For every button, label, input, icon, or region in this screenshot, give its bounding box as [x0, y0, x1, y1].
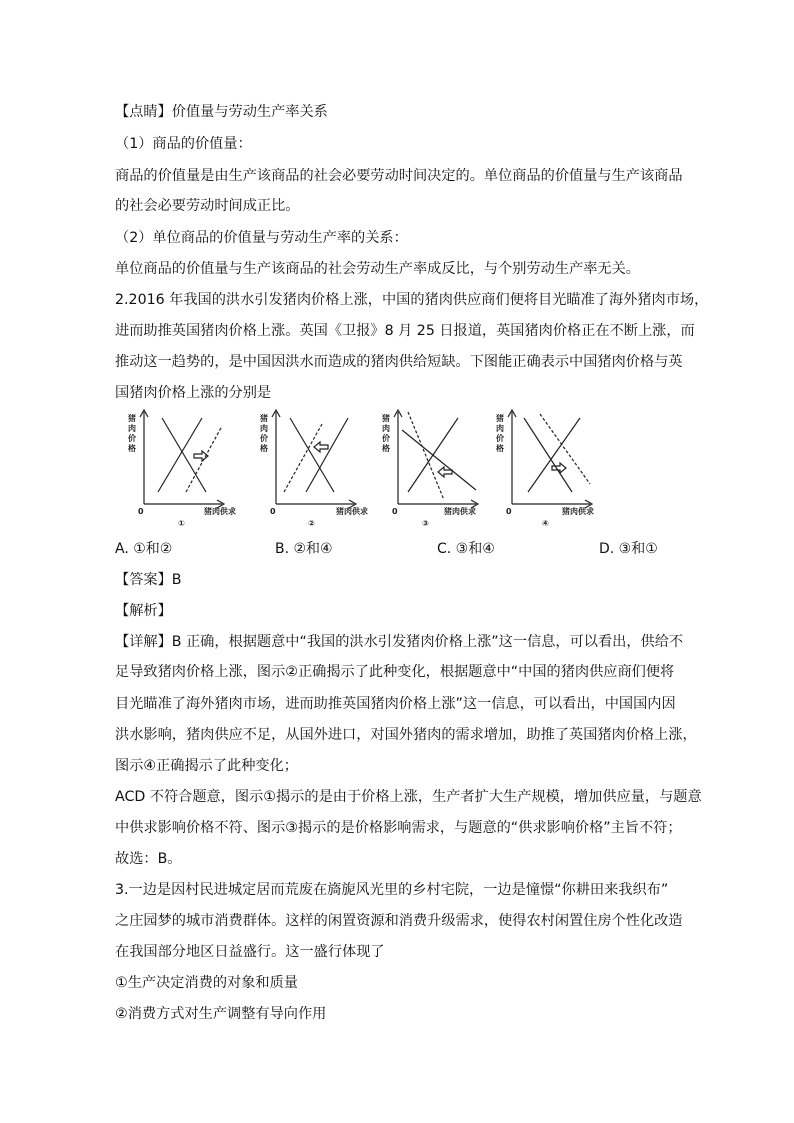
graph-4-ylabel-3: 价 [496, 434, 504, 443]
graph-4-ylabel-1: 猪 [496, 414, 504, 423]
graph-4 [486, 404, 598, 532]
graph-1 [118, 404, 236, 532]
graph-2-ylabel-1: 猪 [260, 414, 268, 423]
graph-2-ylabel-3: 价 [260, 434, 268, 443]
q3-stem-line-1: 3.一边是因村民进城定居而荒废在旖旎风光里的乡村宅院，一边是憧憬“你耕田来我织布” [115, 882, 669, 898]
q3-item-1: ①生产决定消费的对象和质量 [115, 975, 298, 991]
graph-2-ylabel-4: 格 [260, 444, 268, 453]
q2-stem-line-1: 2.2016 年我国的洪水引发猪肉价格上涨，中国的猪肉供应商们便将目光瞄准了海外猪肉市场， [115, 292, 709, 308]
graph-1-ylabel-3: 价 [128, 434, 136, 443]
q3-stem-line-2: 之庄园梦的城市消费群体。这样的闲置资源和消费升级需求，使得农村闲置住房个性化改造 [115, 913, 683, 929]
graph-1-xlabel: 猪肉供求 [204, 507, 236, 516]
graph-2-ylabel-2: 肉 [260, 424, 268, 433]
graph-4-xlabel: 猪肉供求 [562, 507, 594, 516]
option-c: C. ③和④ [437, 541, 495, 557]
graph-2-origin: 0 [270, 507, 276, 516]
analysis-line-6: ACD 不符合题意，图示①揭示的是由于价格上涨，生产者扩大生产规模，增加供应量，与题意 [115, 789, 702, 805]
paragraph-2: 单位商品的价值量与生产该商品的社会劳动生产率成反比，与个别劳动生产率无关。 [115, 261, 640, 277]
q2-stem-line-3: 推动这一趋势的，是中国因洪水而造成的猪肉供给短缺。下图能正确表示中国猪肉价格与英 [115, 354, 683, 370]
graph-3-ylabel-3: 价 [382, 434, 390, 443]
analysis-line-3: 目光瞄准了海外猪肉市场，进而助推英国猪肉价格上涨”这一信息，可以看出，中国国内因 [115, 696, 676, 712]
subheading-1: （1）商品的价值量： [115, 136, 252, 152]
dianjing-heading: 【点睛】价值量与劳动生产率关系 [115, 104, 328, 120]
graph-4-ylabel-2: 肉 [496, 424, 504, 433]
graph-4-caption: ④ [542, 519, 549, 528]
graph-3-ylabel-1: 猪 [382, 414, 390, 423]
q2-stem-line-2: 进而助推英国猪肉价格上涨。英国《卫报》8 月 25 日报道，英国猪肉价格正在不断上涨，而 [115, 323, 695, 339]
paragraph-1-line-1: 商品的价值量是由生产该商品的社会必要劳动时间决定的。单位商品的价值量与生产该商品 [115, 168, 683, 184]
graph-4-origin: 0 [506, 507, 512, 516]
graph-3 [372, 404, 484, 532]
subheading-2: （2）单位商品的价值量与劳动生产率的关系： [115, 230, 408, 246]
graph-3-ylabel-2: 肉 [382, 424, 390, 433]
graph-1-ylabel-2: 肉 [128, 424, 136, 433]
graph-3-xlabel: 猪肉供求 [444, 507, 476, 516]
paragraph-1-line-2: 的社会必要劳动时间成正比。 [115, 198, 300, 214]
analysis-line-7: 中供求影响价格不符、图示③揭示的是价格影响需求，与题意的“供求影响价格”主旨不符； [115, 820, 682, 836]
option-d: D. ③和① [599, 541, 658, 557]
graph-1-ylabel-4: 格 [128, 444, 136, 453]
graph-1-ylabel-1: 猪 [128, 414, 136, 423]
analysis-line-5: 图示④正确揭示了此种变化； [115, 758, 298, 774]
graph-3-caption: ③ [422, 519, 429, 528]
analysis-line-8: 故选：B。 [115, 851, 182, 867]
q3-item-2: ②消费方式对生产调整有导向作用 [115, 1006, 327, 1022]
graph-1-caption: ① [178, 519, 185, 528]
graph-3-origin: 0 [392, 507, 398, 516]
analysis-line-4: 洪水影响，猪肉供应不足，从国外进口，对国外猪肉的需求增加，助推了英国猪肉价格上涨， [115, 727, 697, 743]
analysis-line-1: 【详解】B 正确，根据题意中“我国的洪水引发猪肉价格上涨”这一信息，可以看出，供给不 [115, 634, 684, 650]
q3-stem-line-3: 在我国部分地区日益盛行。这一盛行体现了 [115, 944, 385, 960]
q2-stem-line-4: 国猪肉价格上涨的分别是 [115, 385, 272, 401]
graph-2 [250, 404, 368, 532]
graph-1-origin: 0 [138, 507, 144, 516]
option-b: B. ②和④ [275, 541, 333, 557]
analysis-line-2: 足导致猪肉价格上涨，图示②正确揭示了此种变化，根据题意中“中国的猪肉供应商们便将 [115, 664, 675, 680]
graph-4-ylabel-4: 格 [496, 444, 504, 453]
graph-2-xlabel: 猪肉供求 [336, 507, 368, 516]
answer: 【答案】B [115, 572, 182, 588]
graph-3-ylabel-4: 格 [382, 444, 390, 453]
graph-2-caption: ② [308, 519, 315, 528]
option-a: A. ①和② [115, 541, 173, 557]
analysis-heading: 【解析】 [115, 603, 172, 619]
